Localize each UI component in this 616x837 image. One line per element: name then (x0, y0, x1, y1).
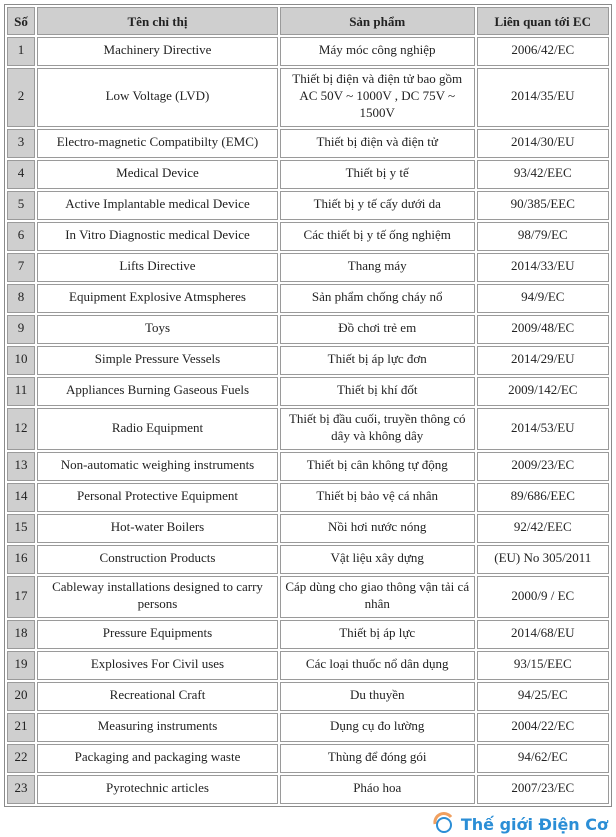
table-row (7, 744, 609, 773)
ec-directives-table (4, 4, 612, 807)
product-name: Máy móc công nghiệp (280, 37, 475, 66)
row-number: 8 (7, 284, 35, 313)
table-row (7, 68, 609, 127)
ec-reference: 92/42/EEC (477, 514, 609, 543)
table-row (7, 483, 609, 512)
row-number: 23 (7, 775, 35, 804)
header-product: Sản phẩm (280, 7, 475, 35)
row-number: 14 (7, 483, 35, 512)
ec-reference: 2014/68/EU (477, 620, 609, 649)
directive-name: Radio Equipment (37, 408, 278, 450)
directive-name: Measuring instruments (37, 713, 278, 742)
row-number: 12 (7, 408, 35, 450)
row-number: 1 (7, 37, 35, 66)
ec-reference: 94/9/EC (477, 284, 609, 313)
table-row (7, 377, 609, 406)
directive-name: Packaging and packaging waste (37, 744, 278, 773)
product-name: Đồ chơi trẻ em (280, 315, 475, 344)
directive-name: Personal Protective Equipment (37, 483, 278, 512)
directive-name: Medical Device (37, 160, 278, 189)
row-number: 20 (7, 682, 35, 711)
directive-name: Low Voltage (LVD) (37, 68, 278, 127)
ec-reference: 90/385/EEC (477, 191, 609, 220)
table-row (7, 620, 609, 649)
table-row (7, 315, 609, 344)
table-row (7, 651, 609, 680)
product-name: Vật liệu xây dựng (280, 545, 475, 574)
product-name: Thiết bị áp lực (280, 620, 475, 649)
table-row (7, 191, 609, 220)
product-name: Du thuyền (280, 682, 475, 711)
ec-reference: 94/62/EC (477, 744, 609, 773)
table-body (7, 37, 609, 804)
product-name: Sản phẩm chống cháy nổ (280, 284, 475, 313)
ec-reference: 94/25/EC (477, 682, 609, 711)
table-row (7, 682, 609, 711)
table-row (7, 545, 609, 574)
product-name: Các thiết bị y tế ống nghiệm (280, 222, 475, 251)
directive-name: Recreational Craft (37, 682, 278, 711)
table-row (7, 284, 609, 313)
ec-reference: 2014/29/EU (477, 346, 609, 375)
row-number: 19 (7, 651, 35, 680)
product-name: Thiết bị đầu cuối, truyền thông có dây và không dây (280, 408, 475, 450)
directive-name: Hot-water Boilers (37, 514, 278, 543)
table-row (7, 346, 609, 375)
row-number: 13 (7, 452, 35, 481)
row-number: 5 (7, 191, 35, 220)
row-number: 21 (7, 713, 35, 742)
row-number: 9 (7, 315, 35, 344)
ec-reference: 2014/33/EU (477, 253, 609, 282)
row-number: 3 (7, 129, 35, 158)
directive-name: Pressure Equipments (37, 620, 278, 649)
row-number: 10 (7, 346, 35, 375)
product-name: Thiết bị y tế cấy dưới da (280, 191, 475, 220)
ec-reference: 2014/30/EU (477, 129, 609, 158)
header-related-ec: Liên quan tới EC (477, 7, 609, 35)
ec-reference: 2009/23/EC (477, 452, 609, 481)
ec-reference: 2004/22/EC (477, 713, 609, 742)
ec-reference: 2009/48/EC (477, 315, 609, 344)
product-name: Pháo hoa (280, 775, 475, 804)
product-name: Thiết bị điện và điện tử bao gồm AC 50V ~ 1000V , DC 75V ~ 1500V (280, 68, 475, 127)
ec-reference: 2006/42/EC (477, 37, 609, 66)
product-name: Thùng để đóng gói (280, 744, 475, 773)
header-number: Số (7, 7, 35, 35)
row-number: 4 (7, 160, 35, 189)
header-directive-name: Tên chỉ thị (37, 7, 278, 35)
ec-reference: 2014/53/EU (477, 408, 609, 450)
row-number: 11 (7, 377, 35, 406)
table-row (7, 775, 609, 804)
directive-name: Explosives For Civil uses (37, 651, 278, 680)
table-row (7, 160, 609, 189)
product-name: Thiết bị điện và điện tử (280, 129, 475, 158)
ec-reference: 2007/23/EC (477, 775, 609, 804)
product-name: Thiết bị bảo vệ cá nhân (280, 483, 475, 512)
row-number: 16 (7, 545, 35, 574)
watermark-text: Thế giới Điện Cơ (460, 814, 608, 834)
product-name: Thang máy (280, 253, 475, 282)
product-name: Thiết bị khí đốt (280, 377, 475, 406)
product-name: Nồi hơi nước nóng (280, 514, 475, 543)
gear-ring-logo-icon (431, 811, 457, 837)
table-row (7, 222, 609, 251)
watermark (0, 811, 608, 837)
directive-name: Non-automatic weighing instruments (37, 452, 278, 481)
ec-reference: 2000/9 / EC (477, 576, 609, 618)
table-row (7, 253, 609, 282)
row-number: 6 (7, 222, 35, 251)
directive-name: Appliances Burning Gaseous Fuels (37, 377, 278, 406)
product-name: Dụng cụ đo lường (280, 713, 475, 742)
directive-name: Construction Products (37, 545, 278, 574)
product-name: Thiết bị y tế (280, 160, 475, 189)
product-name: Thiết bị áp lực đơn (280, 346, 475, 375)
product-name: Các loại thuốc nổ dân dụng (280, 651, 475, 680)
row-number: 2 (7, 68, 35, 127)
table-row (7, 514, 609, 543)
directive-name: Cableway installations designed to carry persons (37, 576, 278, 618)
table-row (7, 713, 609, 742)
row-number: 22 (7, 744, 35, 773)
product-name: Thiết bị cân không tự động (280, 452, 475, 481)
product-name: Cáp dùng cho giao thông vận tải cá nhân (280, 576, 475, 618)
ec-reference: 93/15/EEC (477, 651, 609, 680)
directive-name: Simple Pressure Vessels (37, 346, 278, 375)
directive-name: Electro-magnetic Compatibilty (EMC) (37, 129, 278, 158)
table-row (7, 129, 609, 158)
directive-name: Lifts Directive (37, 253, 278, 282)
table-row (7, 576, 609, 618)
ec-reference: 2014/35/EU (477, 68, 609, 127)
row-number: 15 (7, 514, 35, 543)
directive-name: Active Implantable medical Device (37, 191, 278, 220)
directive-name: Equipment Explosive Atmspheres (37, 284, 278, 313)
ec-reference: 98/79/EC (477, 222, 609, 251)
ec-reference: 93/42/EEC (477, 160, 609, 189)
row-number: 7 (7, 253, 35, 282)
table-row (7, 452, 609, 481)
table-row (7, 37, 609, 66)
table-row (7, 408, 609, 450)
row-number: 18 (7, 620, 35, 649)
row-number: 17 (7, 576, 35, 618)
ec-reference: 2009/142/EC (477, 377, 609, 406)
directive-name: Toys (37, 315, 278, 344)
ec-reference: (EU) No 305/2011 (477, 545, 609, 574)
table-header-row (7, 7, 609, 35)
ec-reference: 89/686/EEC (477, 483, 609, 512)
directive-name: In Vitro Diagnostic medical Device (37, 222, 278, 251)
directive-name: Machinery Directive (37, 37, 278, 66)
directive-name: Pyrotechnic articles (37, 775, 278, 804)
